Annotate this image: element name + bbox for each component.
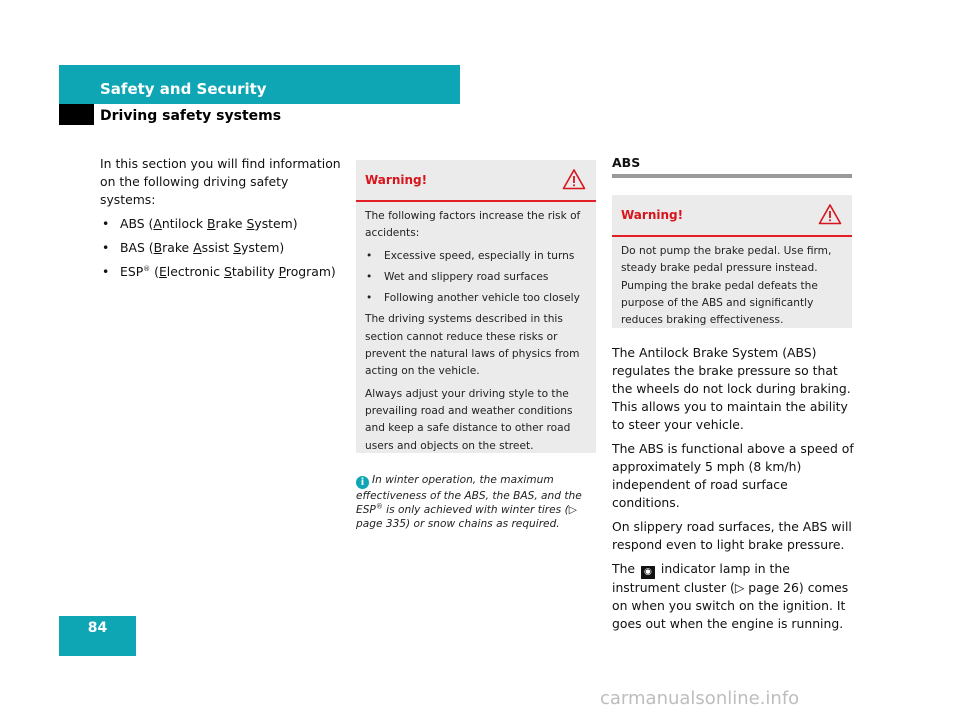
list-item: • Excessive speed, especially in turns	[366, 249, 575, 262]
page-subtitle: Driving safety systems	[100, 108, 282, 124]
abs-paragraph: The ABS is functional above a speed of approximately 5 mph (8 km/h) independent of road surface conditions.	[612, 441, 854, 510]
winter-note: i In winter operation, the maximum effectiveness of the ABS, the BAS, and the ESP® is only achieved with winter tires (▷ page 335) or snow chains as required.	[356, 474, 582, 530]
abs-lamp-icon: ◉	[641, 566, 655, 579]
list-item: • Wet and slippery road surfaces	[366, 270, 549, 283]
section-tab-marker	[59, 104, 94, 125]
section-title: Safety and Security	[100, 80, 267, 98]
warning-box-abs	[612, 195, 852, 328]
warning-intro: The following factors increase the risk of accidents:	[365, 210, 581, 240]
list-item: • ABS (Antilock Brake System)	[102, 216, 298, 231]
page-number: 84	[87, 620, 108, 636]
intro-text: In this section you will find information on the following driving safety systems:	[100, 156, 341, 207]
list-item: • Following another vehicle too closely	[366, 292, 580, 305]
abs-description	[612, 344, 857, 639]
warning-triangle-icon	[818, 203, 842, 225]
abs-paragraph: The ◉ indicator lamp in the instrument cluster (▷ page 26) comes on when you switch on the ignition. It goes out when the engine is running.	[612, 561, 849, 631]
page-ref-arrow-icon: ▷	[568, 504, 577, 516]
warning-header	[356, 160, 596, 202]
warning-label: Warning!	[621, 208, 684, 222]
risk-list	[365, 248, 588, 308]
warning-body	[612, 237, 852, 342]
warning-body	[356, 202, 596, 468]
warning-text: Do not pump the brake pedal. Use firm, steady brake pedal pressure instead. Pumping the brake pedal defeats the purpose of the ABS and significantly reduces braking effectiveness.	[621, 245, 832, 327]
heading-rule	[612, 174, 852, 178]
info-icon: i	[356, 476, 369, 489]
watermark: carmanualsonline.info	[600, 688, 800, 709]
warning-triangle-icon	[562, 168, 586, 190]
systems-list	[100, 215, 345, 281]
intro-column	[100, 155, 345, 287]
abs-paragraph: The Antilock Brake System (ABS) regulates the brake pressure so that the wheels do not lock during braking. This allows you to maintain the ability to steer your vehicle.	[612, 345, 851, 432]
list-item: • BAS (Brake Assist System)	[102, 240, 285, 255]
warning-paragraph: The driving systems described in this section cannot reduce these risks or prevent the natural laws of physics from acting on the vehicle.	[365, 313, 580, 378]
list-item: • ESP® (Electronic Stability Program)	[102, 264, 336, 279]
page-ref-arrow-icon: ▷	[734, 580, 745, 595]
warning-paragraph: Always adjust your driving style to the prevailing road and weather conditions and keep a safe distance to other road users and objects on the street.	[365, 387, 573, 452]
warning-header	[612, 195, 852, 237]
abs-paragraph: On slippery road surfaces, the ABS will respond even to light brake pressure.	[612, 519, 852, 552]
warning-box-risks	[356, 160, 596, 453]
warning-label: Warning!	[365, 173, 428, 187]
abs-heading: ABS	[612, 155, 641, 170]
